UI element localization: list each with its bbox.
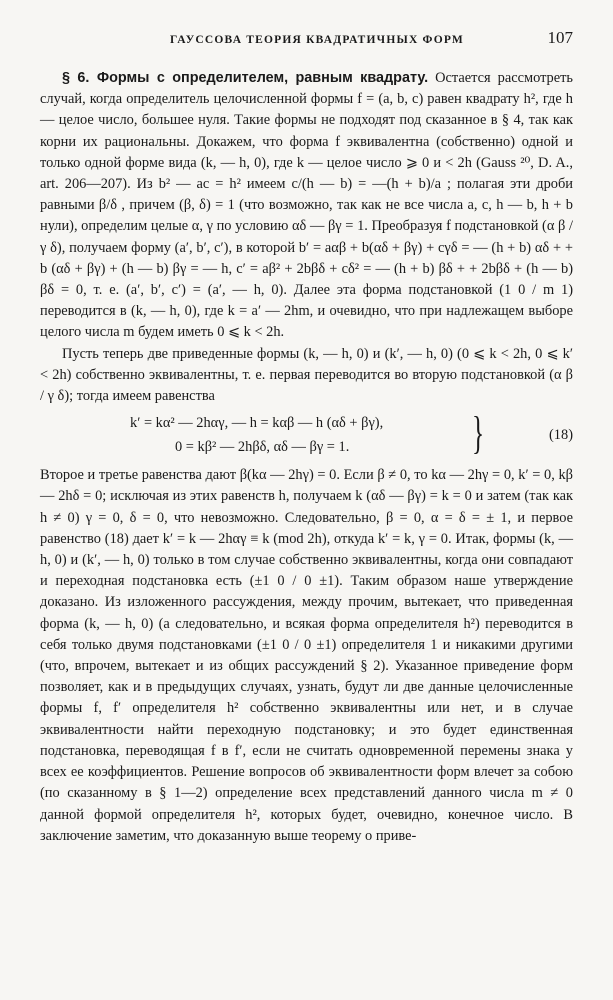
paragraph-2: Пусть теперь две приведенные формы (k, — h, 0) и (k′, — h, 0) (0 ⩽ k < 2h, 0 ⩽ k′ < 2h) собственно эквивалентны, т. е. первая переводится во вторую подстановкой (α β / γ δ); тогда имеем равенства — [40, 345, 573, 405]
running-title: ГАУССОВА ТЕОРИЯ КВАДРАТИЧНЫХ ФОРМ — [170, 34, 464, 46]
paragraph-3: Второе и третье равенства дают β(kα — 2hγ) = 0. Если β ≠ 0, то kα — 2hγ = 0, k′ = 0, kβ — 2hδ = 0; исключая из этих равенств h, получаем k (αδ — βγ) = k = 0 и затем (так как h ≠ 0) γ = 0, δ = 0, что невозможно. Следовательно, β = 0, α = δ = ± 1, и первое равенство (18) дает k′ = k — 2hαγ ≡ k (mod 2h), откуда k′ = k, γ = 0. Итак, формы (k, — h, 0) и (k′, — h, 0) только в том случае собственно эквивалентны, когда они совпадают и переходная подстановка есть (±1 0 / 0 ±1). Таким образом наше утверждение доказано. Из изложенного рассуждения, между прочим, вытекает, что приведенная форма (k, — h, 0) (а следовательно, и всякая форма определителя h²) переводится в себя только двумя подстановками (±1 0 / 0 ±1) определителя 1 и никакими другими (что, впрочем, вытекает и из общих рассуждений § 2). Указанное приведение форм позволяет, как и в предыдущих случаях, узнать, будут ли две данные целочисленные формы f, f′ определителя h² собственно эквивалентны или нет, и в случае эквивалентности найти переходную подстановку; и это будет единственная подстановка, переводящая f в f′, если не считать одновременной перемены знака у всех ее коэффициентов. Решение вопросов об эквивалентности форм влечет за собою (по сказанному в § 1—2) определение всех представлений данного числа m ≠ 0 данной формой определителя h², которых будет, очевидно, конечное число. В заключение заметим, что доказанную выше теорему о приве- — [40, 467, 573, 844]
equation-line-2: 0 = kβ² — 2hβδ, αδ — βγ = 1. — [175, 439, 350, 456]
equation-number: (18) — [549, 427, 573, 444]
equation-line-1: k′ = kα² — 2hαγ, — h = kαβ — h (αδ + βγ), — [130, 415, 384, 432]
paragraph-1 — [40, 68, 573, 344]
paragraph-1-text: Остается рассмотреть случай, когда определитель целочисленной формы f = (a, b, c) равен квадрату h², где h — целое число, большее нуля. Такие формы не подходят под сказанное в § 4, так как корни их рациональны. Докажем, что форма f эквивалентна (собственно) одной и только одной форме вида (k, — h, 0), где k — целое число ⩾ 0 и < 2h (Gauss ²⁰, D. A., art. 206—207). Из b² — ac = h² имеем c/(h — b) = —(h + b)/a ; полагая эти дроби равными β/δ , причем (β, δ) = 1 (что возможно, так как не все числа a, c, h — b, h + b нули), определим целые α, γ по условию αδ — βγ = 1. Преобразуя f подстановкой (α β / γ δ), получаем форму (a′, b′, c′), в которой b′ = aαβ + b(αδ + βγ) + cγδ = — (h + b) αδ + + b (αδ + βγ) + (h — b) βγ = — h, c′ = aβ² + 2bβδ + cδ² = — (h + b) βδ + + 2bβδ + (h — b) βδ = 0, т. е. (a′, b′, c′) = (a′, — h, 0). Далее эта форма подстановкой (1 0 / m 1) переводится в (k, — h, 0), где k = a′ — 2hm, и очевидно, что при надлежащем выборе целого числа m будем иметь 0 ⩽ k < 2h. — [40, 70, 573, 341]
page-number: 107 — [547, 28, 573, 47]
section-heading: § 6. Формы с определителем, равным квадрату. — [62, 70, 429, 86]
running-head — [40, 28, 573, 54]
page-body — [40, 68, 573, 847]
equation-18 — [40, 407, 573, 461]
equation-brace: } — [472, 407, 485, 459]
